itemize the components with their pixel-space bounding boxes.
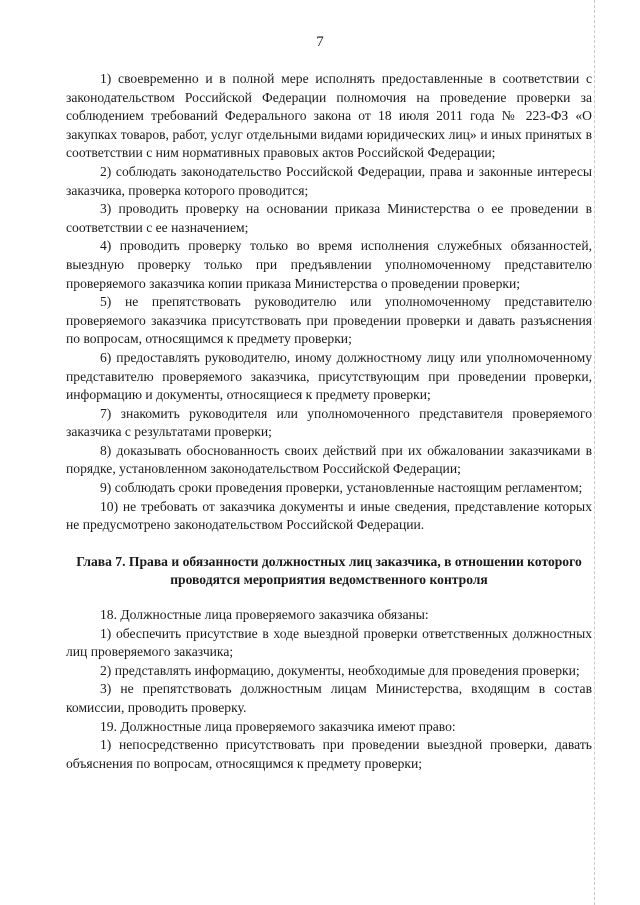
document-body bbox=[66, 70, 592, 773]
paragraph: 2) соблюдать законодательство Российской Федерации, права и законные интересы заказчика, проверка которого проводится; bbox=[66, 163, 592, 198]
paragraph: 3) не препятствовать должностным лицам Министерства, входящим в состав комиссии, проводить проверку. bbox=[66, 681, 592, 715]
paragraph: 9) соблюдать сроки проведения проверки, установленные настоящим регламентом; bbox=[100, 480, 583, 496]
paragraph: 18. Должностные лица проверяемого заказчика обязаны: bbox=[100, 607, 429, 623]
paragraph: 3) проводить проверку на основании приказа Министерства о ее проведении в соответствии с ее назначением; bbox=[66, 201, 592, 235]
paragraph: 1) обеспечить присутствие в ходе выездной проверки ответственных должностных лиц проверяемого заказчика; bbox=[66, 625, 592, 660]
scan-edge-line bbox=[594, 0, 595, 905]
paragraph: 10) не требовать от заказчика документы и иные сведения, представление которых не предусмотрено законодательством Российской Федерации. bbox=[66, 498, 592, 533]
paragraph: 2) представлять информацию, документы, необходимые для проведения проверки; bbox=[100, 662, 580, 678]
paragraph: 5) не препятствовать руководителю или уполномоченному представителю проверяемого заказчика присутствовать при проведении проверки и давать разъяснения по вопросам, относящимся к предмету проверки; bbox=[66, 294, 592, 347]
paragraph: 4) проводить проверку только во время исполнения служебных обязанностей, выездную проверку только при предъявлении уполномоченному представителю проверяемого заказчика копии приказа Министерства о проведении проверки; bbox=[66, 238, 592, 291]
paragraph: 8) доказывать обоснованность своих действий при их обжаловании заказчиками в порядке, установленном законодательством Российской Федерации; bbox=[66, 442, 592, 477]
paragraph: 1) непосредственно присутствовать при проведении выездной проверки, давать объяснения по вопросам, относящимся к предмету проверки; bbox=[66, 737, 592, 771]
paragraph: 19. Должностные лица проверяемого заказчика имеют право: bbox=[100, 718, 456, 734]
paragraph: 1) своевременно и в полной мере исполнять предоставленные в соответствии с законодательством Российской Федерации полномочия на проведение проверки за соблюдением требований Федерального закона от 18 июля 2011 года № 223-ФЗ «О закупках товаров, работ, услуг отдельными видами юридических лиц» и иных принятых в соответствии с ним нормативных правовых актов Российской Федерации; bbox=[66, 71, 592, 161]
paragraph: 6) предоставлять руководителю, иному должностному лицу или уполномоченному представителю проверяемого заказчика, присутствующим при проведении проверки, информацию и документы, относящиеся к предмету проверки; bbox=[66, 349, 592, 403]
page-number: 7 bbox=[316, 34, 324, 50]
chapter-heading: Глава 7. Права и обязанности должностных лиц заказчика, в отношении которого проводятся мероприятия ведомственного контроля bbox=[76, 553, 582, 588]
paragraph: 7) знакомить руководителя или уполномоченного представителя проверяемого заказчика с результатами проверки; bbox=[66, 405, 592, 440]
